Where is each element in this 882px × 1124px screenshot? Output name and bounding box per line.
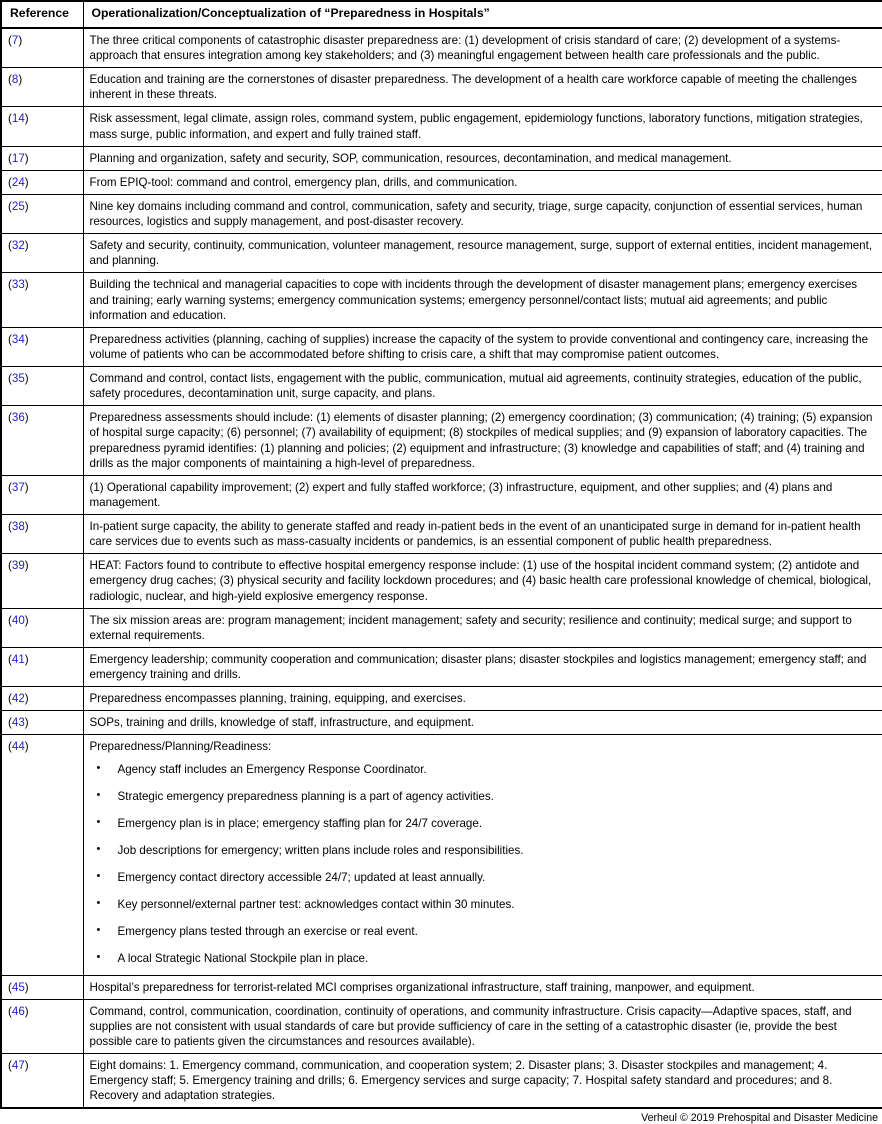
reference-paren-close: ) — [24, 740, 29, 754]
table-row — [1, 170, 882, 194]
operationalization-cell — [83, 975, 882, 999]
reference-cell — [1, 170, 83, 194]
cell-paragraph: Education and training are the cornerstones of disaster preparedness. The development of a health care workforce capable of meeting the challenges inherent in these threats. — [89, 73, 857, 102]
reference-number[interactable]: 39 — [11, 559, 25, 573]
reference-paren-open: ( — [8, 716, 12, 730]
cell-paragraph: SOPs, training and drills, knowledge of staff, infrastructure, and equipment. — [89, 716, 475, 730]
list-item-label: Emergency contact directory accessible 24/7; updated at least annually. — [117, 871, 486, 885]
cell-paragraph: Preparedness assessments should include: (1) elements of disaster planning; (2) emergency coordination; (3) communication; (4) training; (5) expansion of hospital surge capacity; (6) personnel; (7) availability of equipment; (8) stockpiles of medical supplies; and (9) expansion of laboratory capacities. The preparedness pyramid identifies: (1) planning and policies; (2) equipment and infrastructure; (3) knowledge and capabilities of staff; and (4) training and drills as the major components of maintaining a high-level of preparedness. — [89, 411, 873, 470]
list-item-label: Emergency plans tested through an exercise or real event. — [117, 925, 418, 939]
list-item-label: Agency staff includes an Emergency Response Coordinator. — [117, 762, 427, 776]
table-row — [1, 975, 882, 999]
reference-cell — [1, 367, 83, 406]
reference-paren-open: ( — [8, 520, 12, 534]
cell-paragraph: Preparedness encompasses planning, training, equipping, and exercises. — [89, 692, 466, 706]
reference-number[interactable]: 36 — [11, 411, 25, 425]
cell-paragraph: Preparedness activities (planning, caching of supplies) increase the capacity of the system to provide conventional and contingency care, increasing the volume of patients who can be accommodated before shifting to crisis care, a shift that may compromise patient outcomes. — [89, 332, 869, 361]
reference-paren-open: ( — [8, 411, 12, 425]
reference-cell — [1, 735, 83, 975]
reference-cell — [1, 273, 83, 327]
reference-number[interactable]: 42 — [11, 692, 25, 706]
reference-paren-open: ( — [8, 278, 12, 292]
operationalization-cell — [83, 68, 882, 107]
table-row — [1, 515, 882, 554]
reference-cell — [1, 515, 83, 554]
reference-cell — [1, 647, 83, 686]
list-item — [90, 951, 877, 966]
reference-cell — [1, 234, 83, 273]
reference-cell — [1, 687, 83, 711]
reference-number[interactable]: 14 — [11, 112, 25, 126]
reference-cell — [1, 554, 83, 608]
column-header-reference: Reference — [1, 1, 83, 28]
table-row — [1, 68, 882, 107]
reference-paren-close: ) — [24, 112, 29, 126]
reference-paren-close: ) — [24, 151, 29, 165]
reference-paren-open: ( — [8, 692, 12, 706]
cell-paragraph: Planning and organization, safety and security, SOP, communication, resources, decontamination, and medical management. — [89, 151, 732, 165]
reference-number[interactable]: 17 — [11, 151, 25, 165]
operationalization-cell — [83, 475, 882, 514]
operationalization-cell — [83, 367, 882, 406]
table-row — [1, 647, 882, 686]
list-item — [90, 870, 877, 885]
cell-paragraph: HEAT: Factors found to contribute to effective hospital emergency response include: (1) use of the hospital incident command system; (2) antidote and emergency drug caches; (3) physical security and facility lockdown procedures; and (4) basic health care professional knowledge of chemical, biological, radiologic, nuclear, and high-yield explosive emergency response. — [89, 559, 872, 603]
operationalization-cell — [83, 999, 882, 1053]
reference-cell — [1, 475, 83, 514]
table-header-row — [1, 1, 882, 28]
cell-paragraph: Eight domains: 1. Emergency command, communication, and cooperation system; 2. Disaster plans; 3. Disaster stockpiles and management; 4. Emergency staff; 5. Emergency training and drills; 6. Emergency services and surge capacity; 7. Hospital safety standard and procedures; and 8. Recovery and adaptation strategies. — [89, 1059, 833, 1103]
cell-paragraph: The six mission areas are: program management; incident management; safety and security; resilience and continuity; medical surge; and support to external requirements. — [89, 613, 852, 642]
reference-cell — [1, 68, 83, 107]
reference-number[interactable]: 44 — [11, 740, 25, 754]
reference-paren-open: ( — [8, 613, 12, 627]
reference-paren-close: ) — [24, 980, 29, 994]
reference-paren-close: ) — [24, 480, 29, 494]
reference-paren-close: ) — [24, 175, 29, 189]
reference-cell — [1, 146, 83, 170]
operationalization-cell — [83, 170, 882, 194]
operationalization-cell — [83, 28, 882, 68]
cell-paragraph: From EPIQ-tool: command and control, emergency plan, drills, and communication. — [89, 175, 518, 189]
reference-number[interactable]: 35 — [11, 372, 25, 386]
cell-paragraph: Emergency leadership; community cooperation and communication; disaster plans; disaster stockpiles and logistics management; emergency staff; and emergency training and drills. — [89, 652, 867, 682]
table-row — [1, 1054, 882, 1109]
reference-cell — [1, 327, 83, 366]
reference-paren-open: ( — [8, 480, 12, 494]
operationalization-cell — [83, 1054, 882, 1109]
cell-paragraph: Nine key domains including command and control, communication, safety and security, triage, surge capacity, conjunction of essential services, human resources, logistics and supply management, and post-disaster recovery. — [89, 199, 863, 229]
list-item-label: Job descriptions for emergency; written plans include roles and responsibilities. — [117, 843, 524, 857]
reference-number[interactable]: 8 — [11, 73, 19, 87]
operationalization-cell — [83, 515, 882, 554]
reference-number[interactable]: 24 — [11, 175, 25, 189]
reference-paren-close: ) — [24, 199, 29, 213]
list-item — [90, 897, 877, 912]
cell-paragraph: Building the technical and managerial capacities to cope with incidents through the development of disaster management plans; emergency exercises and training; early warning systems; emergency communication systems; emergency personnel/contact lists; mutual aid agreements; and public information and education. — [89, 278, 858, 322]
cell-paragraph: In-patient surge capacity, the ability to generate staffed and ready in-patient beds in the event of an unanticipated surge in demand for in-patient health care services due to events such as mass-casualty incidents or pandemics, is an essential component of public health preparedness. — [89, 520, 861, 549]
operationalization-cell — [83, 711, 882, 735]
bullet-list — [90, 762, 877, 967]
list-item-label: Emergency plan is in place; emergency staffing plan for 24/7 coverage. — [117, 816, 483, 830]
table-row — [1, 107, 882, 146]
reference-number[interactable]: 41 — [11, 652, 25, 666]
list-item — [90, 789, 877, 804]
reference-number[interactable]: 33 — [11, 278, 25, 292]
reference-paren-close: ) — [24, 613, 29, 627]
cell-paragraph: Preparedness/Planning/Readiness: — [89, 740, 272, 754]
bullet-point-icon: • — [96, 951, 101, 964]
reference-cell — [1, 194, 83, 233]
footer-credit: Verheul © 2019 Prehospital and Disaster Medicine — [641, 1112, 878, 1124]
reference-number[interactable]: 37 — [11, 480, 25, 494]
table-row — [1, 687, 882, 711]
table-row — [1, 327, 882, 366]
reference-cell — [1, 107, 83, 146]
table-row — [1, 554, 882, 608]
reference-cell — [1, 406, 83, 476]
table-row — [1, 475, 882, 514]
operationalization-cell — [83, 327, 882, 366]
cell-paragraph: Hospital’s preparedness for terrorist-related MCI comprises organizational infrastructure, staff training, manpower, and equipment. — [89, 980, 755, 994]
reference-paren-open: ( — [8, 1059, 12, 1073]
cell-paragraph: Command, control, communication, coordination, continuity of operations, and community infrastructure. Crisis capacity—Adaptive spaces, staff, and supplies are not consistent with usual standards of care but provide sufficiency of care in the setting of a catastrophic disaster (ie, provide the best possible care to patients given the circumstances and resources available). — [89, 1004, 852, 1048]
cell-paragraph: Safety and security, continuity, communication, volunteer management, resource management, surge, support of external entities, incident management, and planning. — [89, 239, 873, 268]
bullet-point-icon: • — [96, 924, 101, 937]
reference-paren-close: ) — [24, 278, 29, 292]
list-item — [90, 924, 877, 939]
reference-paren-close: ) — [24, 692, 29, 706]
reference-number[interactable]: 25 — [11, 199, 25, 213]
cell-paragraph: (1) Operational capability improvement; (2) expert and fully staffed workforce; (3) infrastructure, equipment, and other supplies; and (4) plans and management. — [89, 480, 833, 509]
reference-paren-open: ( — [8, 199, 12, 213]
reference-paren-open: ( — [8, 980, 12, 994]
operationalization-cell — [83, 647, 882, 686]
reference-paren-open: ( — [8, 175, 12, 189]
reference-paren-open: ( — [8, 239, 12, 253]
reference-number[interactable]: 47 — [11, 1059, 25, 1073]
table-row — [1, 735, 882, 975]
reference-number[interactable]: 32 — [11, 239, 25, 253]
cell-paragraph: The three critical components of catastrophic disaster preparedness are: (1) development of crisis standard of care; (2) development of a systems-approach that ensures integration among key stakeholders; and (3) meaningful engagement between health care professionals and the public. — [89, 33, 841, 63]
table-row — [1, 194, 882, 233]
bullet-point-icon: • — [96, 870, 101, 883]
bullet-point-icon: • — [96, 788, 101, 801]
reference-paren-close: ) — [18, 33, 23, 47]
table-row — [1, 999, 882, 1053]
bullet-point-icon: • — [96, 761, 101, 774]
reference-paren-close: ) — [24, 652, 29, 666]
reference-paren-open: ( — [8, 33, 12, 47]
operationalization-cell — [83, 687, 882, 711]
reference-number[interactable]: 46 — [11, 1004, 25, 1018]
table-row — [1, 608, 882, 647]
reference-paren-open: ( — [8, 652, 12, 666]
reference-paren-close: ) — [24, 1059, 29, 1073]
reference-number[interactable]: 34 — [11, 332, 25, 346]
list-item — [90, 762, 877, 777]
table-body — [1, 28, 882, 1109]
table-row — [1, 711, 882, 735]
bullet-point-icon: • — [96, 897, 101, 910]
table-row — [1, 406, 882, 476]
reference-paren-close: ) — [24, 1004, 29, 1018]
reference-paren-open: ( — [8, 112, 12, 126]
cell-paragraph: Command and control, contact lists, engagement with the public, communication, mutual aid agreements, continuity strategies, education of the public, safety procedures, decontamination unit, surge capacity, and plans. — [89, 372, 862, 401]
list-item-label: A local Strategic National Stockpile plan in place. — [117, 952, 369, 966]
bullet-point-icon: • — [96, 842, 101, 855]
table-row — [1, 367, 882, 406]
column-header-operationalization: Operationalization/Conceptualization of “Preparedness in Hospitals” — [83, 1, 882, 28]
list-item — [90, 843, 877, 858]
reference-number[interactable]: 43 — [11, 716, 25, 730]
reference-paren-open: ( — [8, 740, 12, 754]
reference-paren-open: ( — [8, 151, 12, 165]
reference-cell — [1, 28, 83, 68]
list-item-label: Key personnel/external partner test: acknowledges contact within 30 minutes. — [117, 898, 515, 912]
list-item-label: Strategic emergency preparedness planning is a part of agency activities. — [117, 789, 494, 803]
reference-number[interactable]: 40 — [11, 613, 25, 627]
operationalization-cell — [83, 735, 882, 975]
reference-paren-close: ) — [24, 520, 29, 534]
reference-paren-close: ) — [24, 559, 29, 573]
cell-paragraph: Risk assessment, legal climate, assign roles, command system, public engagement, epidemiology functions, laboratory functions, mitigation strategies, mass surge, public information, and expert and fully trained staff. — [89, 112, 863, 141]
reference-paren-open: ( — [8, 1004, 12, 1018]
operationalization-cell — [83, 194, 882, 233]
operationalization-cell — [83, 146, 882, 170]
reference-cell — [1, 999, 83, 1053]
operationalization-cell — [83, 608, 882, 647]
table-row — [1, 146, 882, 170]
reference-paren-close: ) — [24, 372, 29, 386]
table-row — [1, 28, 882, 68]
operationalization-cell — [83, 406, 882, 476]
reference-number[interactable]: 7 — [11, 33, 19, 47]
reference-paren-open: ( — [8, 372, 12, 386]
table-row — [1, 234, 882, 273]
reference-paren-open: ( — [8, 559, 12, 573]
reference-paren-close: ) — [24, 332, 29, 346]
table-header — [1, 1, 882, 28]
list-item — [90, 816, 877, 831]
reference-cell — [1, 711, 83, 735]
reference-paren-close: ) — [18, 73, 23, 87]
reference-paren-open: ( — [8, 332, 12, 346]
reference-paren-open: ( — [8, 73, 12, 87]
operationalization-cell — [83, 234, 882, 273]
bullet-point-icon: • — [96, 815, 101, 828]
reference-paren-close: ) — [24, 239, 29, 253]
reference-cell — [1, 608, 83, 647]
reference-number[interactable]: 45 — [11, 980, 25, 994]
reference-paren-close: ) — [24, 411, 29, 425]
operationalization-cell — [83, 554, 882, 608]
operationalization-cell — [83, 107, 882, 146]
reference-number[interactable]: 38 — [11, 520, 25, 534]
operationalization-cell — [83, 273, 882, 327]
reference-cell — [1, 975, 83, 999]
reference-paren-close: ) — [24, 716, 29, 730]
table-row — [1, 273, 882, 327]
reference-cell — [1, 1054, 83, 1109]
